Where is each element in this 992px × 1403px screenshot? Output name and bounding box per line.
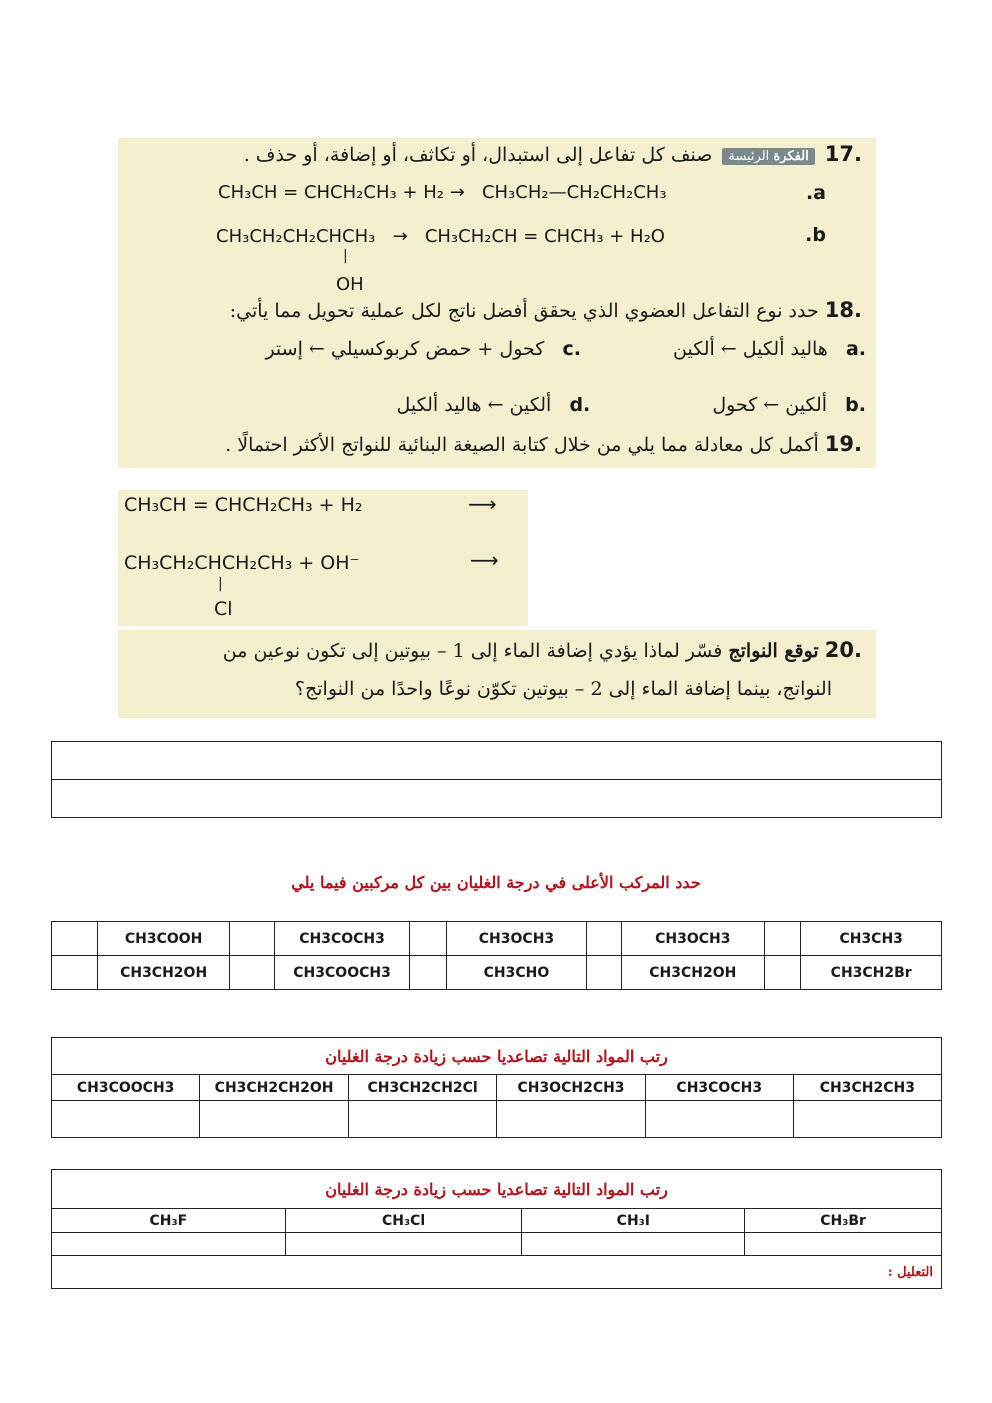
compare-row-1: [52, 922, 942, 956]
compare-cell: CH3OCH3: [622, 922, 765, 956]
q19-text: أكمل كل معادلة مما يلي من خلال كتابة الصيغة البنائية للنواتج الأكثر احتمالًا .: [225, 434, 819, 456]
q18-a-text: هاليد ألكيل ← ألكين: [673, 338, 828, 360]
eq1-arrow: ⟶: [468, 492, 497, 516]
rank1-answer-cell[interactable]: [497, 1101, 645, 1138]
rank-table-1-items: [52, 1075, 942, 1101]
compare-cell: CH3COCH3: [275, 922, 410, 956]
q20-line1: [128, 638, 862, 662]
q20-line1-text: فسّر لماذا يؤدي إضافة الماء إلى 1 – بيوتين إلى تكون نوعين من: [222, 640, 723, 662]
rank2-answer-cell[interactable]: [522, 1233, 745, 1256]
rank-table-2-title: رتب المواد التالية تصاعديا حسب زيادة درجة الغليان: [52, 1170, 942, 1209]
q20-number: .20: [824, 638, 862, 662]
rank2-item: CH₃F: [52, 1209, 286, 1233]
key-idea-tag-word2: الرئيسة: [728, 148, 770, 164]
q18-row2: [206, 394, 866, 416]
q17-line: [128, 142, 862, 166]
q20-line2: [128, 678, 832, 700]
q17-b-lhs: CH₃CH₂CH₂CHCH₃: [216, 226, 376, 247]
q18-c-label: .c: [562, 338, 581, 360]
rank1-answer-cell[interactable]: [348, 1101, 496, 1138]
rank1-item: CH3COOCH3: [52, 1075, 200, 1101]
q18-b-text: ألكين ← كحول: [712, 394, 828, 416]
rank1-item: CH3OCH2CH3: [497, 1075, 645, 1101]
q19-line: [128, 432, 862, 456]
compare-cell: CH3CH2OH: [622, 956, 765, 990]
q20-line2-text: النواتج، بينما إضافة الماء إلى 2 – بيوتين تكوّن نوعًا واحدًا من النواتج؟: [294, 678, 832, 700]
compare-answer-cell[interactable]: [587, 956, 622, 990]
eq1: [124, 494, 363, 516]
q17-b-arrow: →: [392, 226, 408, 247]
rank1-answer-cell[interactable]: [52, 1101, 200, 1138]
q18-line: [128, 298, 862, 322]
rank-table-1: [51, 1037, 942, 1138]
q18-b-label: .b: [845, 394, 866, 416]
rank-table-1-answers: [52, 1101, 942, 1138]
compare-cell: CH3OCH3: [446, 922, 587, 956]
rank1-answer-cell[interactable]: [793, 1101, 941, 1138]
rank2-item: CH₃Cl: [285, 1209, 522, 1233]
textbook-scan-q20: [118, 630, 876, 718]
q17-a-label: .a: [805, 182, 826, 204]
q17-b-bond-line: |: [343, 248, 348, 264]
compare-answer-cell[interactable]: [52, 956, 98, 990]
q17-text: صنف كل تفاعل إلى استبدال، أو تكاثف، أو إضافة، أو حذف .: [243, 144, 713, 166]
answer-box: [51, 741, 942, 818]
compare-cell: CH3CH2Br: [801, 956, 942, 990]
compare-answer-cell[interactable]: [230, 922, 275, 956]
compare-answer-cell[interactable]: [764, 956, 801, 990]
q18-a-label: .a: [845, 338, 866, 360]
key-idea-tag-word1: الفكرة: [773, 148, 809, 164]
rank2-item: CH₃Br: [745, 1209, 942, 1233]
q17-b-label: .b: [805, 224, 826, 246]
eq1-text: CH₃CH = CHCH₂CH₃ + H₂: [124, 494, 363, 516]
rank-table-2: [51, 1169, 942, 1289]
rank1-answer-cell[interactable]: [645, 1101, 793, 1138]
textbook-scan-q17-19: [118, 138, 876, 468]
eq2-bond-line: |: [218, 576, 223, 592]
compare-cell: CH3CH2OH: [97, 956, 230, 990]
compare-answer-cell[interactable]: [587, 922, 622, 956]
answer-line-1[interactable]: [52, 742, 942, 780]
q18-d-label: .d: [569, 394, 591, 416]
q20-bold-part: توقع النواتج: [728, 640, 819, 662]
q17-a-equation: [218, 182, 667, 203]
q17-b-rhs: CH₃CH₂CH = CHCH₃ + H₂O: [424, 226, 665, 247]
q17-a-rhs: CH₃CH₂—CH₂CH₂CH₃: [481, 182, 667, 203]
eq2-text: CH₃CH₂CHCH₂CH₃ + OH⁻: [124, 552, 360, 574]
rank1-item: CH3CH2CH2OH: [200, 1075, 349, 1101]
compare-row-2: [52, 956, 942, 990]
compare-title: حدد المركب الأعلى في درجة الغليان بين كل مركبين فيما يلي: [291, 873, 701, 892]
compare-answer-cell[interactable]: [409, 956, 446, 990]
compare-cell: CH3COOCH3: [275, 956, 410, 990]
q17-b-oh: OH: [336, 274, 364, 295]
compare-answer-cell[interactable]: [230, 956, 275, 990]
rank2-reason-cell[interactable]: [52, 1256, 942, 1289]
rank-table-1-title: رتب المواد التالية تصاعديا حسب زيادة درجة الغليان: [52, 1038, 942, 1075]
compare-cell: CH3CH3: [801, 922, 942, 956]
reason-label: التعليل :: [887, 1264, 933, 1280]
rank1-item: CH3COCH3: [645, 1075, 793, 1101]
rank2-answer-cell[interactable]: [52, 1233, 286, 1256]
q17-number: .17: [824, 142, 862, 166]
rank-table-2-items: [52, 1209, 942, 1233]
compare-cell: CH3CHO: [446, 956, 587, 990]
eq2-arrow: ⟶: [470, 548, 499, 572]
q17-b-equation: [216, 226, 665, 247]
q18-d-text: ألكين ← هاليد ألكيل: [396, 394, 552, 416]
rank2-item: CH₃I: [522, 1209, 745, 1233]
compare-table: [51, 921, 942, 990]
q18-number: .18: [824, 298, 862, 322]
q18-text: حدد نوع التفاعل العضوي الذي يحقق أفضل ناتج لكل عملية تحويل مما يأتي:: [229, 300, 819, 322]
rank2-answer-cell[interactable]: [745, 1233, 942, 1256]
compare-answer-cell[interactable]: [764, 922, 801, 956]
rank1-item: CH3CH2CH2Cl: [348, 1075, 496, 1101]
rank1-item: CH3CH2CH3: [793, 1075, 941, 1101]
compare-answer-cell[interactable]: [52, 922, 98, 956]
eq2-cl: Cl: [214, 598, 233, 620]
compare-answer-cell[interactable]: [409, 922, 446, 956]
eq2: [124, 552, 360, 574]
rank-table-2-answers: [52, 1233, 942, 1256]
rank1-answer-cell[interactable]: [200, 1101, 349, 1138]
q19-number: .19: [824, 432, 862, 456]
rank2-answer-cell[interactable]: [285, 1233, 522, 1256]
compare-cell: CH3COOH: [97, 922, 230, 956]
q18-c-text: كحول + حمض كربوكسيلي ← إستر: [265, 338, 545, 360]
answer-line-2[interactable]: [52, 780, 942, 818]
key-idea-tag: [722, 148, 814, 165]
q18-row1: [206, 338, 866, 360]
textbook-scan-equations: [118, 490, 528, 626]
q17-a-lhs: CH₃CH = CHCH₂CH₃ + H₂ →: [218, 182, 465, 203]
